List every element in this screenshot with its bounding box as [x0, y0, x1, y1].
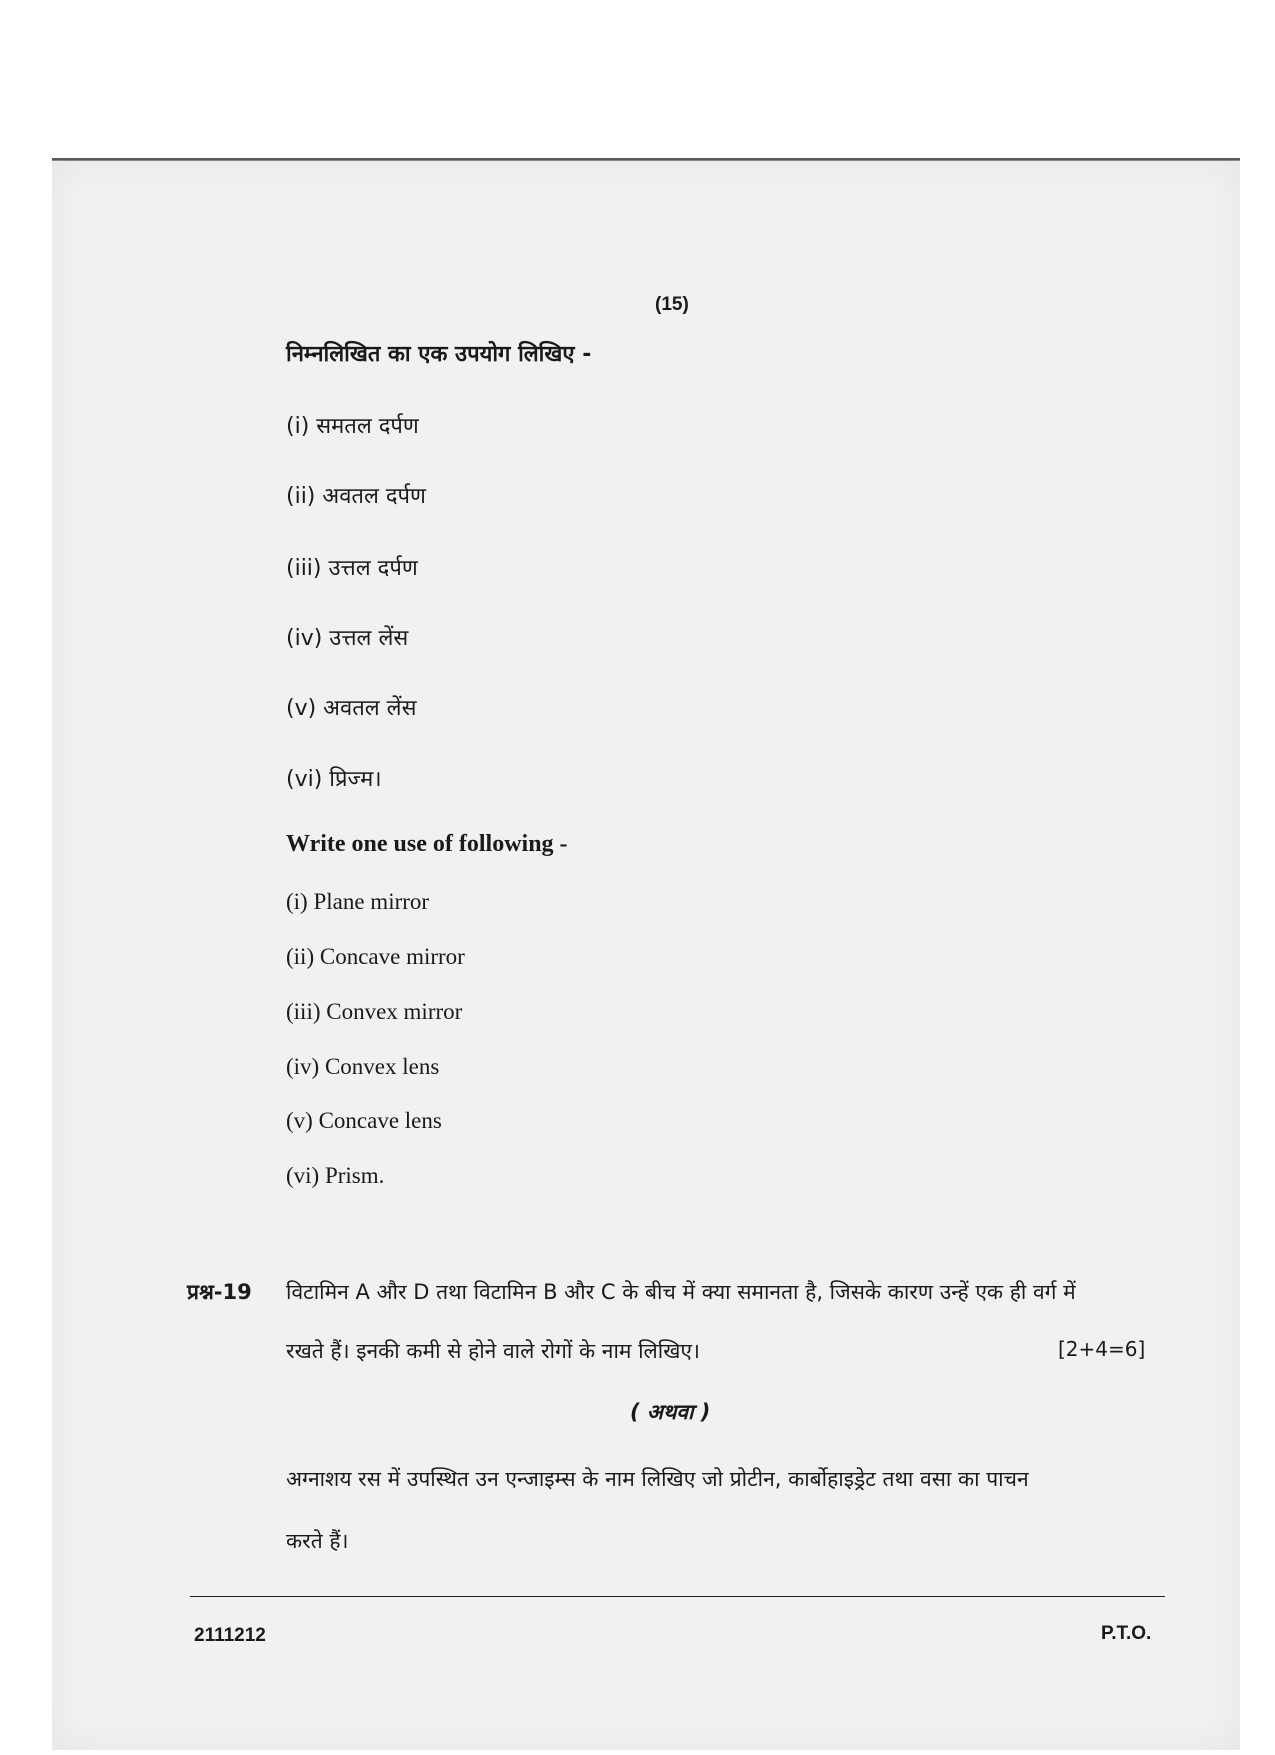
english-item-convex-lens: (iv) Convex lens — [286, 1054, 440, 1079]
question-19-alt-line-1: अग्नाशय रस में उपस्थित उन एन्जाइम्स के नाम लिखिए जो प्रोटीन, कार्बोहाइड्रेट तथा वसा का पाचन — [286, 1467, 1029, 1491]
english-item-concave-lens: (v) Concave lens — [286, 1108, 442, 1133]
hindi-item-concave-lens: (v) अवतल लेंस — [286, 696, 417, 721]
footer-divider — [190, 1596, 1165, 1597]
english-item-convex-mirror: (iii) Convex mirror — [286, 999, 463, 1024]
hindi-item-prism: (vi) प्रिज्म। — [286, 767, 382, 792]
question-19-label: प्रश्न-19 — [187, 1280, 252, 1304]
english-item-concave-mirror: (ii) Concave mirror — [286, 944, 465, 969]
question-19-alt-line-2: करते हैं। — [286, 1529, 349, 1553]
hindi-question-heading: निम्नलिखित का एक उपयोग लिखिए - — [286, 342, 592, 367]
or-label: ( अथवा ) — [630, 1400, 711, 1424]
paper-fold-edge — [52, 142, 1240, 161]
english-question-heading: Write one use of following - — [286, 831, 568, 857]
hindi-item-plane-mirror: (i) समतल दर्पण — [286, 414, 419, 439]
english-item-prism: (vi) Prism. — [286, 1163, 385, 1188]
hindi-item-convex-lens: (iv) उत्तल लेंस — [286, 626, 409, 651]
pto-label: P.T.O. — [1101, 1623, 1152, 1644]
page-number: (15) — [655, 294, 689, 315]
hindi-item-convex-mirror: (iii) उत्तल दर्पण — [286, 556, 418, 581]
question-19-text-line-1: विटामिन A और D तथा विटामिन B और C के बीच में क्या समानता है, जिसके कारण उन्हें एक ही वर्ग में — [286, 1280, 1076, 1304]
hindi-item-concave-mirror: (ii) अवतल दर्पण — [286, 484, 426, 509]
question-19-text-line-2: रखते हैं। इनकी कमी से होने वाले रोगों के नाम लिखिए। — [286, 1339, 700, 1363]
paper-code: 2111212 — [194, 1625, 266, 1646]
question-19-marks: [2+4=6] — [1058, 1337, 1146, 1361]
paper-sheet — [52, 158, 1240, 1750]
english-item-plane-mirror: (i) Plane mirror — [286, 889, 430, 914]
